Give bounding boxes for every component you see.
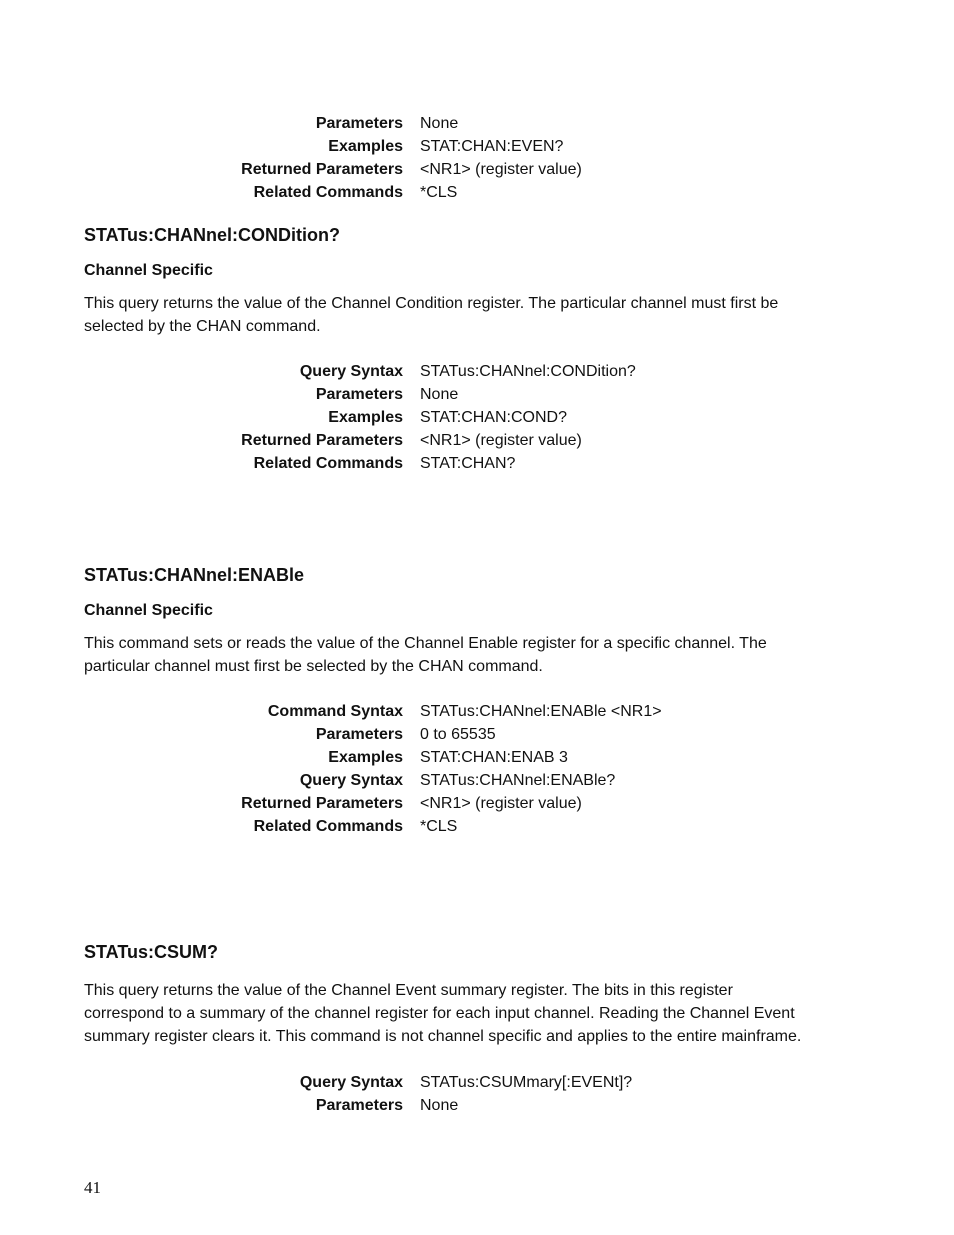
param-label: Parameters [315,1097,403,1114]
table-row [0,383,954,406]
param-value: STAT:CHAN? [420,455,516,472]
param-value: *CLS [420,818,458,835]
param-label: Examples [328,409,403,426]
page-number: 41 [84,1178,101,1197]
parameter-table [0,360,954,475]
param-label: Returned Parameters [241,795,403,812]
table-row [0,792,954,815]
param-value: 0 to 65535 [420,726,496,743]
parameter-table [0,700,954,838]
param-label: Query Syntax [299,772,403,789]
param-value: STAT:CHAN:EVEN? [420,138,564,155]
table-row [0,360,954,383]
table-row [0,181,954,204]
param-label: Related Commands [253,455,403,472]
param-value: STATus:CHANnel:CONDition? [420,363,636,380]
table-row [0,769,954,792]
param-value: None [420,115,459,132]
param-label: Parameters [315,726,403,743]
param-value: <NR1> (register value) [420,161,582,178]
section-heading: STATus:CHANnel:ENABle [84,565,304,585]
paragraph-line: This query returns the value of the Channel Condition register. The particular channel must first be [84,295,779,312]
table-row [0,815,954,838]
table-row [0,1094,954,1117]
table-row [0,158,954,181]
table-row [0,1071,954,1094]
param-label: Returned Parameters [241,432,403,449]
param-label: Related Commands [253,818,403,835]
parameter-table [0,1071,954,1117]
param-value: <NR1> (register value) [420,795,582,812]
param-label: Parameters [315,115,403,132]
section-heading: STATus:CSUM? [84,942,218,962]
section-subheading: Channel Specific [84,262,213,279]
param-label: Related Commands [253,184,403,201]
section-paragraph [84,979,874,1048]
section-subheading: Channel Specific [84,602,213,619]
table-row [0,723,954,746]
param-label: Examples [328,749,403,766]
param-value: *CLS [420,184,458,201]
section-heading: STATus:CHANnel:CONDition? [84,225,340,245]
param-label: Examples [328,138,403,155]
section-paragraph [84,632,874,678]
paragraph-line: correspond to a summary of the channel register for each input channel. Reading the Channel Event [84,1005,795,1022]
table-row [0,452,954,475]
table-row [0,429,954,452]
param-value: STAT:CHAN:ENAB 3 [420,749,568,766]
param-value: None [420,386,459,403]
paragraph-line: This query returns the value of the Channel Event summary register. The bits in this register [84,982,733,999]
paragraph-line: selected by the CHAN command. [84,318,321,335]
param-label: Parameters [315,386,403,403]
param-label: Query Syntax [299,363,403,380]
parameter-table-top [0,112,954,204]
table-row [0,700,954,723]
param-label: Command Syntax [267,703,403,720]
param-label: Returned Parameters [241,161,403,178]
table-row [0,135,954,158]
param-value: <NR1> (register value) [420,432,582,449]
param-value: STATus:CHANnel:ENABle <NR1> [420,703,662,720]
param-label: Query Syntax [299,1074,403,1091]
paragraph-line: particular channel must first be selected by the CHAN command. [84,658,543,675]
param-value: None [420,1097,459,1114]
section-paragraph [84,292,874,338]
table-row [0,406,954,429]
table-row [0,112,954,135]
param-value: STATus:CHANnel:ENABle? [420,772,616,789]
param-value: STATus:CSUMmary[:EVENt]? [420,1074,633,1091]
table-row [0,746,954,769]
paragraph-line: This command sets or reads the value of the Channel Enable register for a specific channel. The [84,635,767,652]
paragraph-line: summary register clears it. This command is not channel specific and applies to the entire mainframe. [84,1028,802,1045]
param-value: STAT:CHAN:COND? [420,409,567,426]
